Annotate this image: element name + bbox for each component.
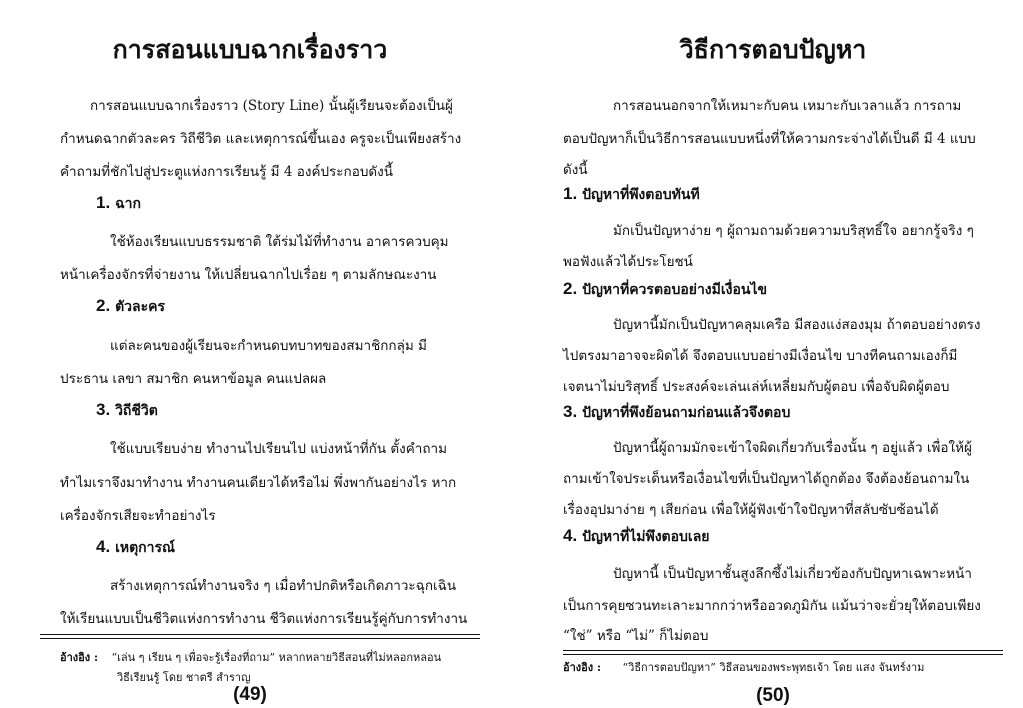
section-title: ปัญหาที่พึงตอบทันที (582, 187, 700, 203)
right-page (523, 0, 1023, 708)
reference-text: “เล่น ๆ เรียน ๆ เพื่อจะรู้เรื่องที่ถาม” หลากหลายวิธีสอนที่ไม่หลอกหลอน (111, 651, 442, 664)
section-number: 2. (96, 296, 111, 315)
right-section-2-line-2: ไปตรงมาอาจจะผิดได้ จึงตอบแบบอย่างมีเงื่อนไข บางทีคนถามเองก็มี (563, 348, 958, 364)
reference-divider (40, 634, 480, 635)
right-section-4-heading (563, 526, 709, 548)
left-intro-line-2: กำหนดฉากตัวละคร วิถีชีวิต และเหตุการณ์ขึ้นเอง ครูจะเป็นเพียงสร้าง (60, 131, 462, 147)
left-section-4-heading (96, 537, 175, 559)
right-intro-line-1: การสอนนอกจากให้เหมาะกับคน เหมาะกับเวลาแล้ว การถาม (613, 98, 962, 114)
section-number: 4. (96, 537, 111, 556)
right-section-2-line-3: เจตนาไม่บริสุทธิ์ ประสงค์จะเล่นเล่ห์เหลี่ยมกับผู้ตอบ เพื่อจับผิดผู้ตอบ (563, 379, 950, 395)
section-title: เหตุการณ์ (115, 540, 176, 556)
section-number: 3. (96, 400, 111, 419)
section-title: ฉาก (115, 196, 141, 212)
section-number: 1. (563, 184, 578, 203)
reference-divider (563, 650, 1003, 651)
left-section-1-line-2: หน้าเครื่องจักรที่จ่ายงาน ให้เปลี่ยนฉากไปเรื่อย ๆ ตามลักษณะงาน (60, 267, 437, 283)
section-number: 4. (563, 526, 578, 545)
page-number: (50) (756, 685, 790, 706)
right-section-1-heading (563, 184, 700, 206)
left-section-4-line-2: ให้เรียนแบบเป็นชีวิตแห่งการทำงาน ชีวิตแห่งการเรียนรู้คู่กับการทำงาน (60, 611, 468, 627)
page-number: (49) (233, 684, 267, 705)
right-page-title: วิธีการตอบปัญหา (679, 35, 867, 64)
right-section-4-line-1: ปัญหานี้ เป็นปัญหาชั้นสูงลึกซึ้งไม่เกี่ยวข้องกับปัญหาเฉพาะหน้า (613, 566, 972, 582)
left-intro-line-1: การสอนแบบฉากเรื่องราว (Story Line) นั้นผู้เรียนจะต้องเป็นผู้ (90, 98, 453, 114)
left-page (0, 0, 500, 708)
section-title: ปัญหาที่พึงย้อนถามก่อนแล้วจึงตอบ (582, 405, 791, 421)
reference-label: อ้างอิง : (563, 661, 602, 674)
right-section-1-line-1: มักเป็นปัญหาง่าย ๆ ผู้ถามถามด้วยความบริสุทธิ์ใจ อยากรู้จริง ๆ (613, 223, 974, 239)
left-section-3-line-1: ใช้แบบเรียบง่าย ทำงานไปเรียนไป แบ่งหน้าที่กัน ตั้งคำถาม (110, 441, 447, 457)
left-intro-line-3: คำถามที่ชักไปสู่ประตูแห่งการเรียนรู้ มี 4 องค์ประกอบดังนี้ (60, 164, 393, 180)
right-intro-line-3: ดังนี้ (563, 162, 588, 178)
left-section-3-line-3: เครื่องจักรเสียจะทำอย่างไร (60, 508, 216, 524)
right-section-3-heading (563, 402, 790, 424)
section-title: ปัญหาที่ไม่พึงตอบเลย (582, 529, 710, 545)
reference-text: “วิธีการตอบปัญหา” วิธีสอนของพระพุทธเจ้า โดย แสง จันทร์งาม (622, 661, 925, 674)
left-reference (60, 648, 441, 666)
left-section-4-line-1: สร้างเหตุการณ์ทำงานจริง ๆ เมื่อทำปกติหรือเกิดภาวะฉุกเฉิน (110, 578, 457, 594)
left-section-2-line-2: ประธาน เลขา สมาชิก คนหาข้อมูล คนแปลผล (60, 371, 327, 387)
section-number: 2. (563, 279, 578, 298)
reference-divider (40, 638, 480, 639)
section-title: วิถีชีวิต (115, 403, 158, 419)
right-intro-line-2: ตอบปัญหาก็เป็นวิธีการสอนแบบหนึ่งที่ให้ความกระจ่างได้เป็นดี มี 4 แบบ (563, 131, 976, 147)
left-reference-line-2: วิธีเรียนรู้ โดย ชาตรี สำราญ (117, 671, 251, 684)
right-section-1-line-2: พอฟังแล้วได้ประโยชน์ (563, 254, 693, 270)
section-title: ปัญหาที่ควรตอบอย่างมีเงื่อนไข (582, 282, 768, 298)
right-reference (563, 658, 924, 676)
left-section-3-line-2: ทำไมเราจึงมาทำงาน ทำงานคนเดียวได้หรือไม่ พึ่งพากันอย่างไร หาก (60, 475, 457, 491)
left-section-1-line-1: ใช้ห้องเรียนแบบธรรมชาติ ใต้ร่มไม้ที่ทำงาน อาคารควบคุม (110, 234, 449, 250)
section-number: 1. (96, 193, 111, 212)
right-section-3-line-2: ถามเข้าใจประเด็นหรือเงื่อนไขที่เป็นปัญหาได้ถูกต้อง จึงต้องย้อนถามใน (563, 471, 970, 487)
left-section-1-heading (96, 193, 141, 215)
right-section-4-line-3: “ใช่” หรือ “ไม่” ก็ไม่ตอบ (563, 628, 709, 644)
reference-divider (563, 654, 1003, 655)
right-section-3-line-3: เรื่องอุปมาง่าย ๆ เสียก่อน เพื่อให้ผู้ฟังเข้าใจปัญหาที่สลับซับซ้อนได้ (563, 502, 939, 518)
left-section-2-line-1: แต่ละคนของผู้เรียนจะกำหนดบทบาทของสมาชิกกลุ่ม มี (110, 338, 427, 354)
left-page-title: การสอนแบบฉากเรื่องราว (112, 35, 388, 64)
section-number: 3. (563, 402, 578, 421)
right-section-3-line-1: ปัญหานี้ผู้ถามมักจะเข้าใจผิดเกี่ยวกับเรื่องนั้น ๆ อยู่แล้ว เพื่อให้ผู้ (613, 440, 972, 456)
right-section-2-heading (563, 279, 767, 301)
right-section-2-line-1: ปัญหานี้มักเป็นปัญหาคลุมเครือ มีสองแง่สองมุม ถ้าตอบอย่างตรง (613, 317, 981, 333)
right-section-4-line-2: เป็นการคุยซวนทะเลาะมากกว่าหรืออวดภูมิกัน แม้นว่าจะยั่วยุให้ตอบเพียง (563, 598, 981, 614)
section-title: ตัวละคร (115, 299, 165, 315)
left-section-3-heading (96, 400, 158, 422)
reference-label: อ้างอิง : (60, 651, 99, 664)
left-section-2-heading (96, 296, 165, 318)
